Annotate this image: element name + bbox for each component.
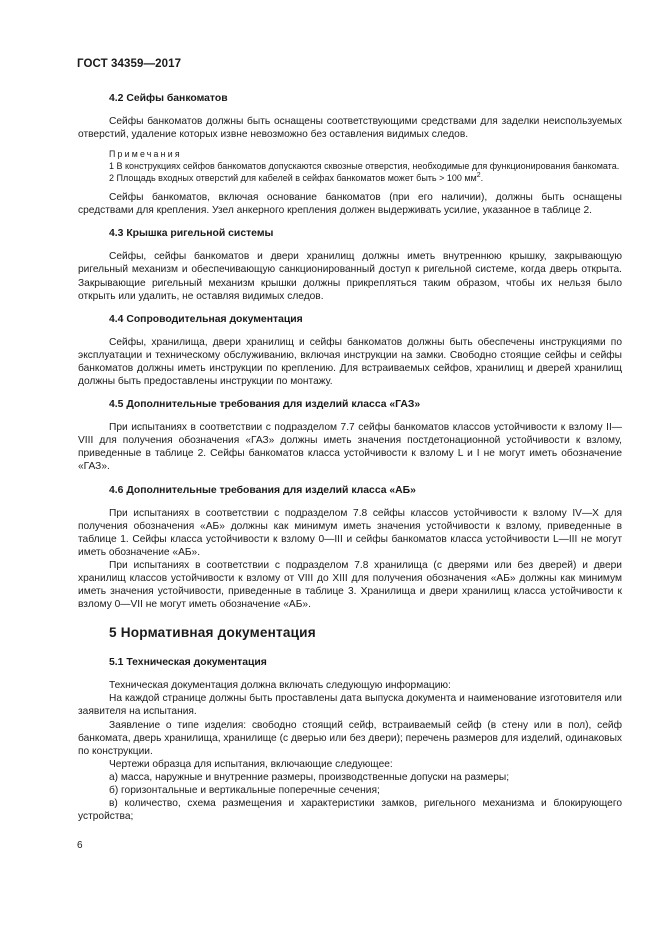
- list-item-c: в) количество, схема размещения и характеристики замков, ригельного механизма и блокирующего устройства;: [78, 798, 622, 823]
- section-4-6-title: 4.6 Дополнительные требования для изделий класса «АБ»: [109, 484, 416, 496]
- standard-code: ГОСТ 34359—2017: [77, 58, 182, 70]
- section-4-4-title: 4.4 Сопроводительная документация: [109, 313, 303, 325]
- section-5-title: 5 Нормативная документация: [109, 625, 316, 641]
- section-4-2-paragraph-2: Сейфы банкоматов, включая основание банкоматов (при его наличии), должны быть оснащены средствами для крепления. Узел анкерного крепления должен выдерживать усилие, указанное в таблице 2.: [78, 192, 622, 217]
- page-number: 6: [77, 840, 83, 851]
- section-5-1-paragraph-4: Чертежи образца для испытания, включающие следующее:: [109, 758, 393, 770]
- section-5-1-title: 5.1 Техническая документация: [109, 657, 267, 669]
- note-1: 1 В конструкциях сейфов банкоматов допускаются сквозные отверстия, необходимые для функционирования банкомата.: [109, 161, 620, 172]
- section-4-5-paragraph-1: При испытаниях в соответствии с подразделом 7.7 сейфы банкоматов классов устойчивости к взлому II—VIII для получения обозначения «ГАЗ» должны иметь значения постдетонационной устойчивости к взлому, приведенные в таблице 2. Сейфы банкоматов класса устойчивости к взлому L и I не могут иметь обозначение «ГАЗ».: [78, 422, 622, 473]
- section-4-3-title: 4.3 Крышка ригельной системы: [109, 228, 274, 240]
- section-4-2-title: 4.2 Сейфы банкоматов: [109, 93, 228, 104]
- section-4-6-paragraph-1: При испытаниях в соответствии с подразделом 7.8 сейфы классов устойчивости к взлому IV—X для получения обозначения «АБ» должны как минимум иметь значения устойчивости к взлому, приведенные в таблице 1. Сейфы класса устойчивости к взлому 0—III и сейфы банкоматов класса устойчивости L—III не могут иметь обозначение «АБ».: [78, 507, 622, 558]
- notes-label: Примечания: [109, 149, 182, 160]
- list-item-b: б) горизонтальные и вертикальные поперечные сечения;: [109, 785, 380, 796]
- page-content: [78, 92, 622, 823]
- section-5-1-paragraph-2: На каждой странице должны быть проставлены дата выпуска документа и наименование изготовителя или заявителя на испытания.: [78, 693, 622, 718]
- section-4-5-title: 4.5 Дополнительные требования для изделий класса «ГАЗ»: [109, 399, 421, 411]
- section-4-2-paragraph-1: Сейфы банкоматов должны быть оснащены соответствующими средствами для заделки неиспользуемых отверстий, удаление которых извне невозможно без оставления видимых следов.: [78, 116, 622, 141]
- section-4-3-paragraph-1: Сейфы, сейфы банкоматов и двери хранилищ должны иметь внутреннюю крышку, закрывающую ригельный механизм и обеспечивающую санкционированный доступ к ригельной системе, когда дверь открыта. Закрывающие ригельный механизм крышки должны прикрепляться таким образом, чтобы их нельзя было открыть или удалить, не оставляя видимых следов.: [78, 251, 622, 302]
- section-4-6-paragraph-2: При испытаниях в соответствии с подразделом 7.8 хранилища (с дверями или без дверей) и двери хранилищ классов устойчивости к взлому от VIII до XIII для получения обозначения «АБ» должны как минимум иметь значения устойчивости, приведенные в таблице 3. Хранилища и двери хранилищ класса устойчивости к взлому 0—VII не могут иметь обозначение «АБ».: [78, 559, 622, 611]
- note-2: [78, 172, 622, 184]
- note-2-superscript: 2: [476, 172, 481, 180]
- section-5-1-paragraph-3: Заявление о типе изделия: свободно стоящий сейф, встраиваемый сейф (в стену или в пол), сейф банкомата, дверь хранилища, хранилище (с дверью или без двери); перечень размеров для изделий, одинаковых по конструкции.: [78, 719, 622, 757]
- section-5-1-paragraph-1: Техническая документация должна включать следующую информацию:: [109, 680, 451, 692]
- note-2-text: 2 Площадь входных отверстий для кабелей в сейфах банкоматов может быть > 100 мм: [109, 173, 477, 184]
- note-2-end: .: [480, 173, 484, 184]
- section-4-4-paragraph-1: Сейфы, хранилища, двери хранилищ и сейфы банкоматов должны быть обеспечены инструкциями по эксплуатации и техническому обслуживанию, включая инструкции на замки. Свободно стоящие сейфы и сейфы банкоматов должны иметь инструкции по креплению. Для встраиваемых сейфов, хранилищ и дверей хранилищ должны быть предоставлены инструкции по монтажу.: [78, 336, 622, 388]
- list-item-a: а) масса, наружные и внутренние размеры, производственные допуски на размеры;: [109, 771, 510, 783]
